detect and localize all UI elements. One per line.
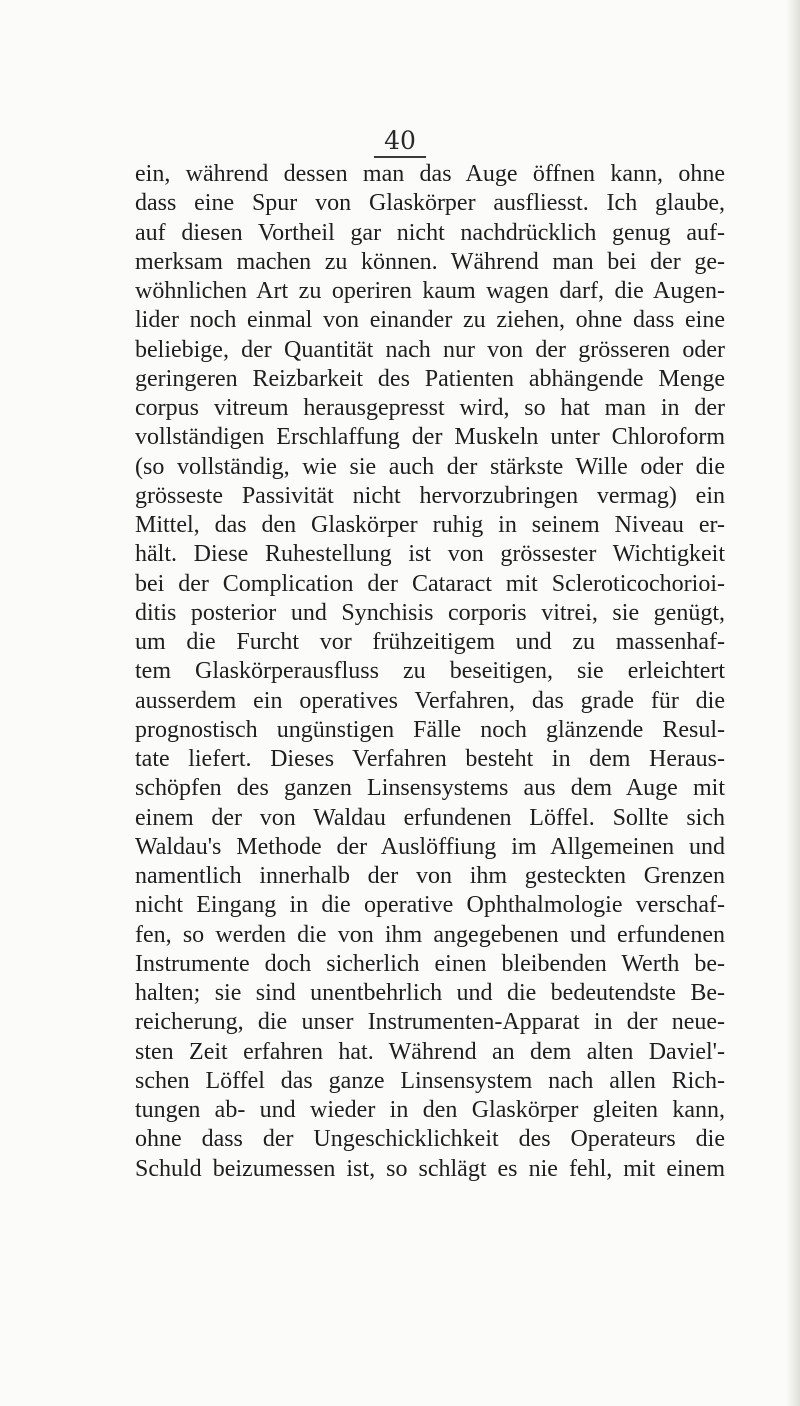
- page-edge-shadow: [786, 0, 800, 1406]
- text-line: ditis posterior und Synchisis corporis vitrei, sie genügt,: [135, 599, 725, 626]
- text-line: ohne dass der Ungeschicklichkeit des Operateurs die: [135, 1126, 725, 1153]
- text-line: grösseste Passivität nicht hervorzubringen vermag) ein: [135, 482, 725, 509]
- text-line: tem Glaskörperausfluss zu beseitigen, sie erleichtert: [135, 658, 725, 685]
- text-line: Instrumente doch sicherlich einen bleibenden Werth be-: [135, 950, 725, 977]
- text-line: wöhnlichen Art zu operiren kaum wagen darf, die Augen-: [135, 278, 725, 304]
- text-line: ein, während dessen man das Auge öffnen kann, ohne: [135, 161, 725, 187]
- page-number: 40: [374, 128, 426, 158]
- text-line: schen Löffel das ganze Linsensystem nach allen Rich-: [135, 1067, 725, 1094]
- text-line: auf diesen Vortheil gar nicht nachdrücklich genug auf-: [135, 219, 725, 246]
- text-line: schöpfen des ganzen Linsensystems aus dem Auge mit: [135, 775, 725, 802]
- page-header: [0, 128, 800, 158]
- text-line: prognostisch ungünstigen Fälle noch glänzende Resul-: [135, 716, 725, 743]
- text-line: merksam machen zu können. Während man bei der ge-: [135, 248, 725, 275]
- body-text: [135, 160, 725, 1184]
- text-line: hält. Diese Ruhestellung ist von grössester Wichtigkeit: [135, 541, 725, 568]
- text-line: Mittel, das den Glaskörper ruhig in seinem Niveau er-: [135, 512, 725, 538]
- text-line: Waldau's Methode der Auslöffiung im Allgemeinen und: [135, 833, 725, 860]
- text-line: einem der von Waldau erfundenen Löffel. Sollte sich: [135, 804, 725, 831]
- text-line: nicht Eingang in die operative Ophthalmologie verschaf-: [135, 892, 725, 919]
- text-line: reicherung, die unser Instrumenten-Apparat in der neue-: [135, 1009, 725, 1036]
- text-line: namentlich innerhalb der von ihm gesteckten Grenzen: [135, 863, 725, 889]
- text-line: tate liefert. Dieses Verfahren besteht in dem Heraus-: [135, 746, 725, 772]
- text-line: (so vollständig, wie sie auch der stärkste Wille oder die: [135, 453, 725, 480]
- text-line: beliebige, der Quantität nach nur von der grösseren oder: [135, 336, 725, 363]
- text-line: corpus vitreum herausgepresst wird, so hat man in der: [135, 395, 725, 421]
- text-line: halten; sie sind unentbehrlich und die bedeutendste Be-: [135, 980, 725, 1006]
- text-line: geringeren Reizbarkeit des Patienten abhängende Menge: [135, 365, 725, 392]
- text-line: bei der Complication der Cataract mit Scleroticochorioi-: [135, 570, 725, 597]
- text-line: fen, so werden die von ihm angegebenen und erfundenen: [135, 921, 725, 948]
- text-line: vollständigen Erschlaffung der Muskeln unter Chloroform: [135, 424, 725, 451]
- text-line: um die Furcht vor frühzeitigem und zu massenhaf-: [135, 629, 725, 655]
- text-line: ausserdem ein operatives Verfahren, das grade für die: [135, 687, 725, 714]
- text-line: dass eine Spur von Glaskörper ausfliesst. Ich glaube,: [135, 190, 725, 217]
- text-line: tungen ab- und wieder in den Glaskörper gleiten kann,: [135, 1097, 725, 1123]
- text-line: sten Zeit erfahren hat. Während an dem alten Daviel'-: [135, 1038, 725, 1065]
- text-line: lider noch einmal von einander zu ziehen, ohne dass eine: [135, 307, 725, 334]
- text-line: Schuld beizumessen ist, so schlägt es nie fehl, mit einem: [135, 1155, 725, 1182]
